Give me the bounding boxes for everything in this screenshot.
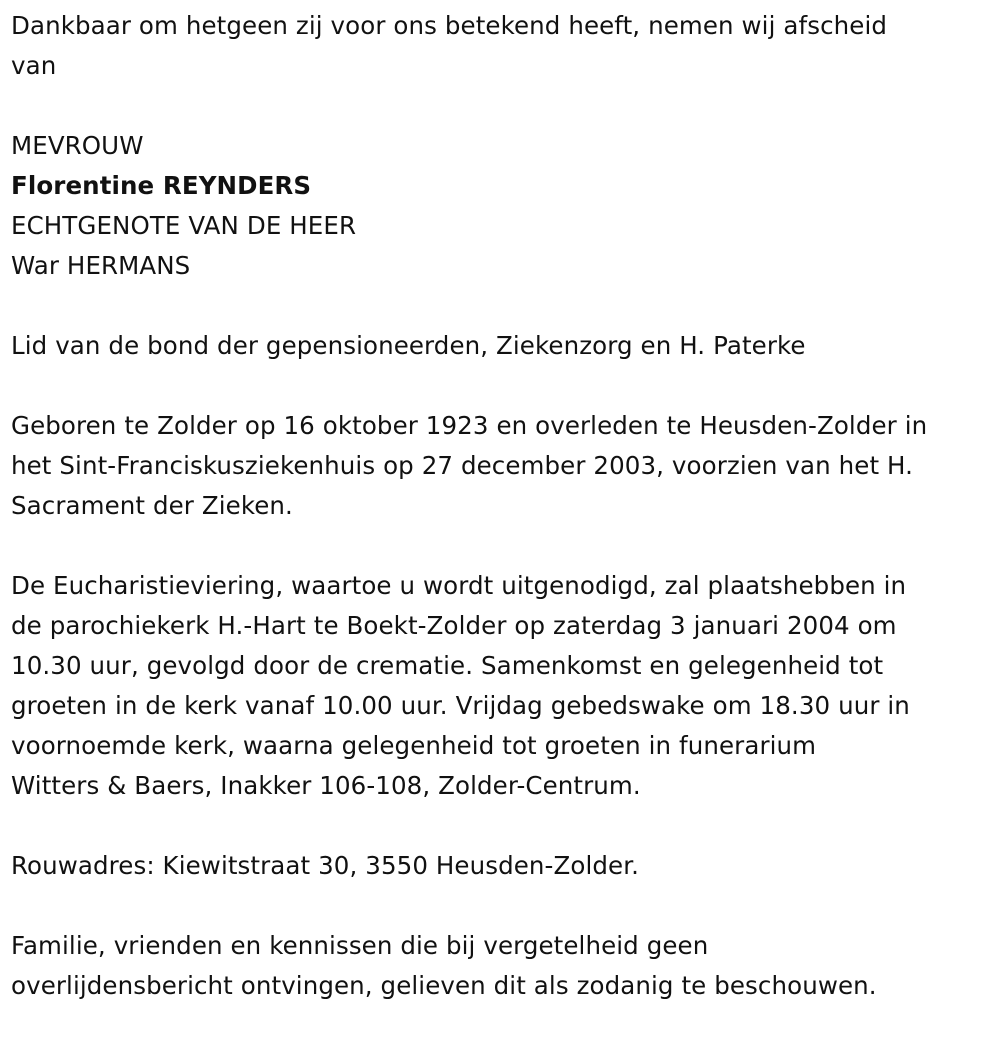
text-line: Witters & Baers, Inakker 106-108, Zolder-Centrum. xyxy=(11,771,641,800)
deceased-block xyxy=(11,126,1000,286)
membership-paragraph xyxy=(11,326,1000,366)
intro-paragraph xyxy=(11,6,1000,86)
deceased-name: Florentine REYNDERS xyxy=(11,171,312,200)
birth-death-paragraph xyxy=(11,406,1000,526)
spacer xyxy=(11,86,1000,126)
text-line: de parochiekerk H.-Hart te Boekt-Zolder op zaterdag 3 januari 2004 om xyxy=(11,611,897,640)
service-paragraph xyxy=(11,566,1000,806)
text-line: van xyxy=(11,51,57,80)
spacer xyxy=(11,366,1000,406)
spacer xyxy=(11,886,1000,926)
spacer xyxy=(11,286,1000,326)
text-line: De Eucharistieviering, waartoe u wordt uitgenodigd, zal plaatshebben in xyxy=(11,571,907,600)
closing-paragraph xyxy=(11,926,1000,1006)
text-line: 10.30 uur, gevolgd door de crematie. Samenkomst en gelegenheid tot xyxy=(11,651,884,680)
text-line: Familie, vrienden en kennissen die bij vergetelheid geen xyxy=(11,931,709,960)
text-line: het Sint-Franciskusziekenhuis op 27 december 2003, voorzien van het H. xyxy=(11,451,914,480)
text-line: voornoemde kerk, waarna gelegenheid tot groeten in funerarium xyxy=(11,731,817,760)
text-line: Lid van de bond der gepensioneerden, Ziekenzorg en H. Paterke xyxy=(11,331,806,360)
title-label: MEVROUW xyxy=(11,131,144,160)
mourning-address: Rouwadres: Kiewitstraat 30, 3550 Heusden-Zolder. xyxy=(11,851,640,880)
address-paragraph xyxy=(11,846,1000,886)
text-line: Sacrament der Zieken. xyxy=(11,491,293,520)
text-line: groeten in de kerk vanaf 10.00 uur. Vrijdag gebedswake om 18.30 uur in xyxy=(11,691,910,720)
text-line: Dankbaar om hetgeen zij voor ons betekend heeft, nemen wij afscheid xyxy=(11,11,888,40)
text-line: overlijdensbericht ontvingen, gelieven dit als zodanig te beschouwen. xyxy=(11,971,877,1000)
spouse-name: War HERMANS xyxy=(11,251,191,280)
spacer xyxy=(11,526,1000,566)
text-line: Geboren te Zolder op 16 oktober 1923 en overleden te Heusden-Zolder in xyxy=(11,411,928,440)
spacer xyxy=(11,806,1000,846)
relation-label: ECHTGENOTE VAN DE HEER xyxy=(11,211,357,240)
